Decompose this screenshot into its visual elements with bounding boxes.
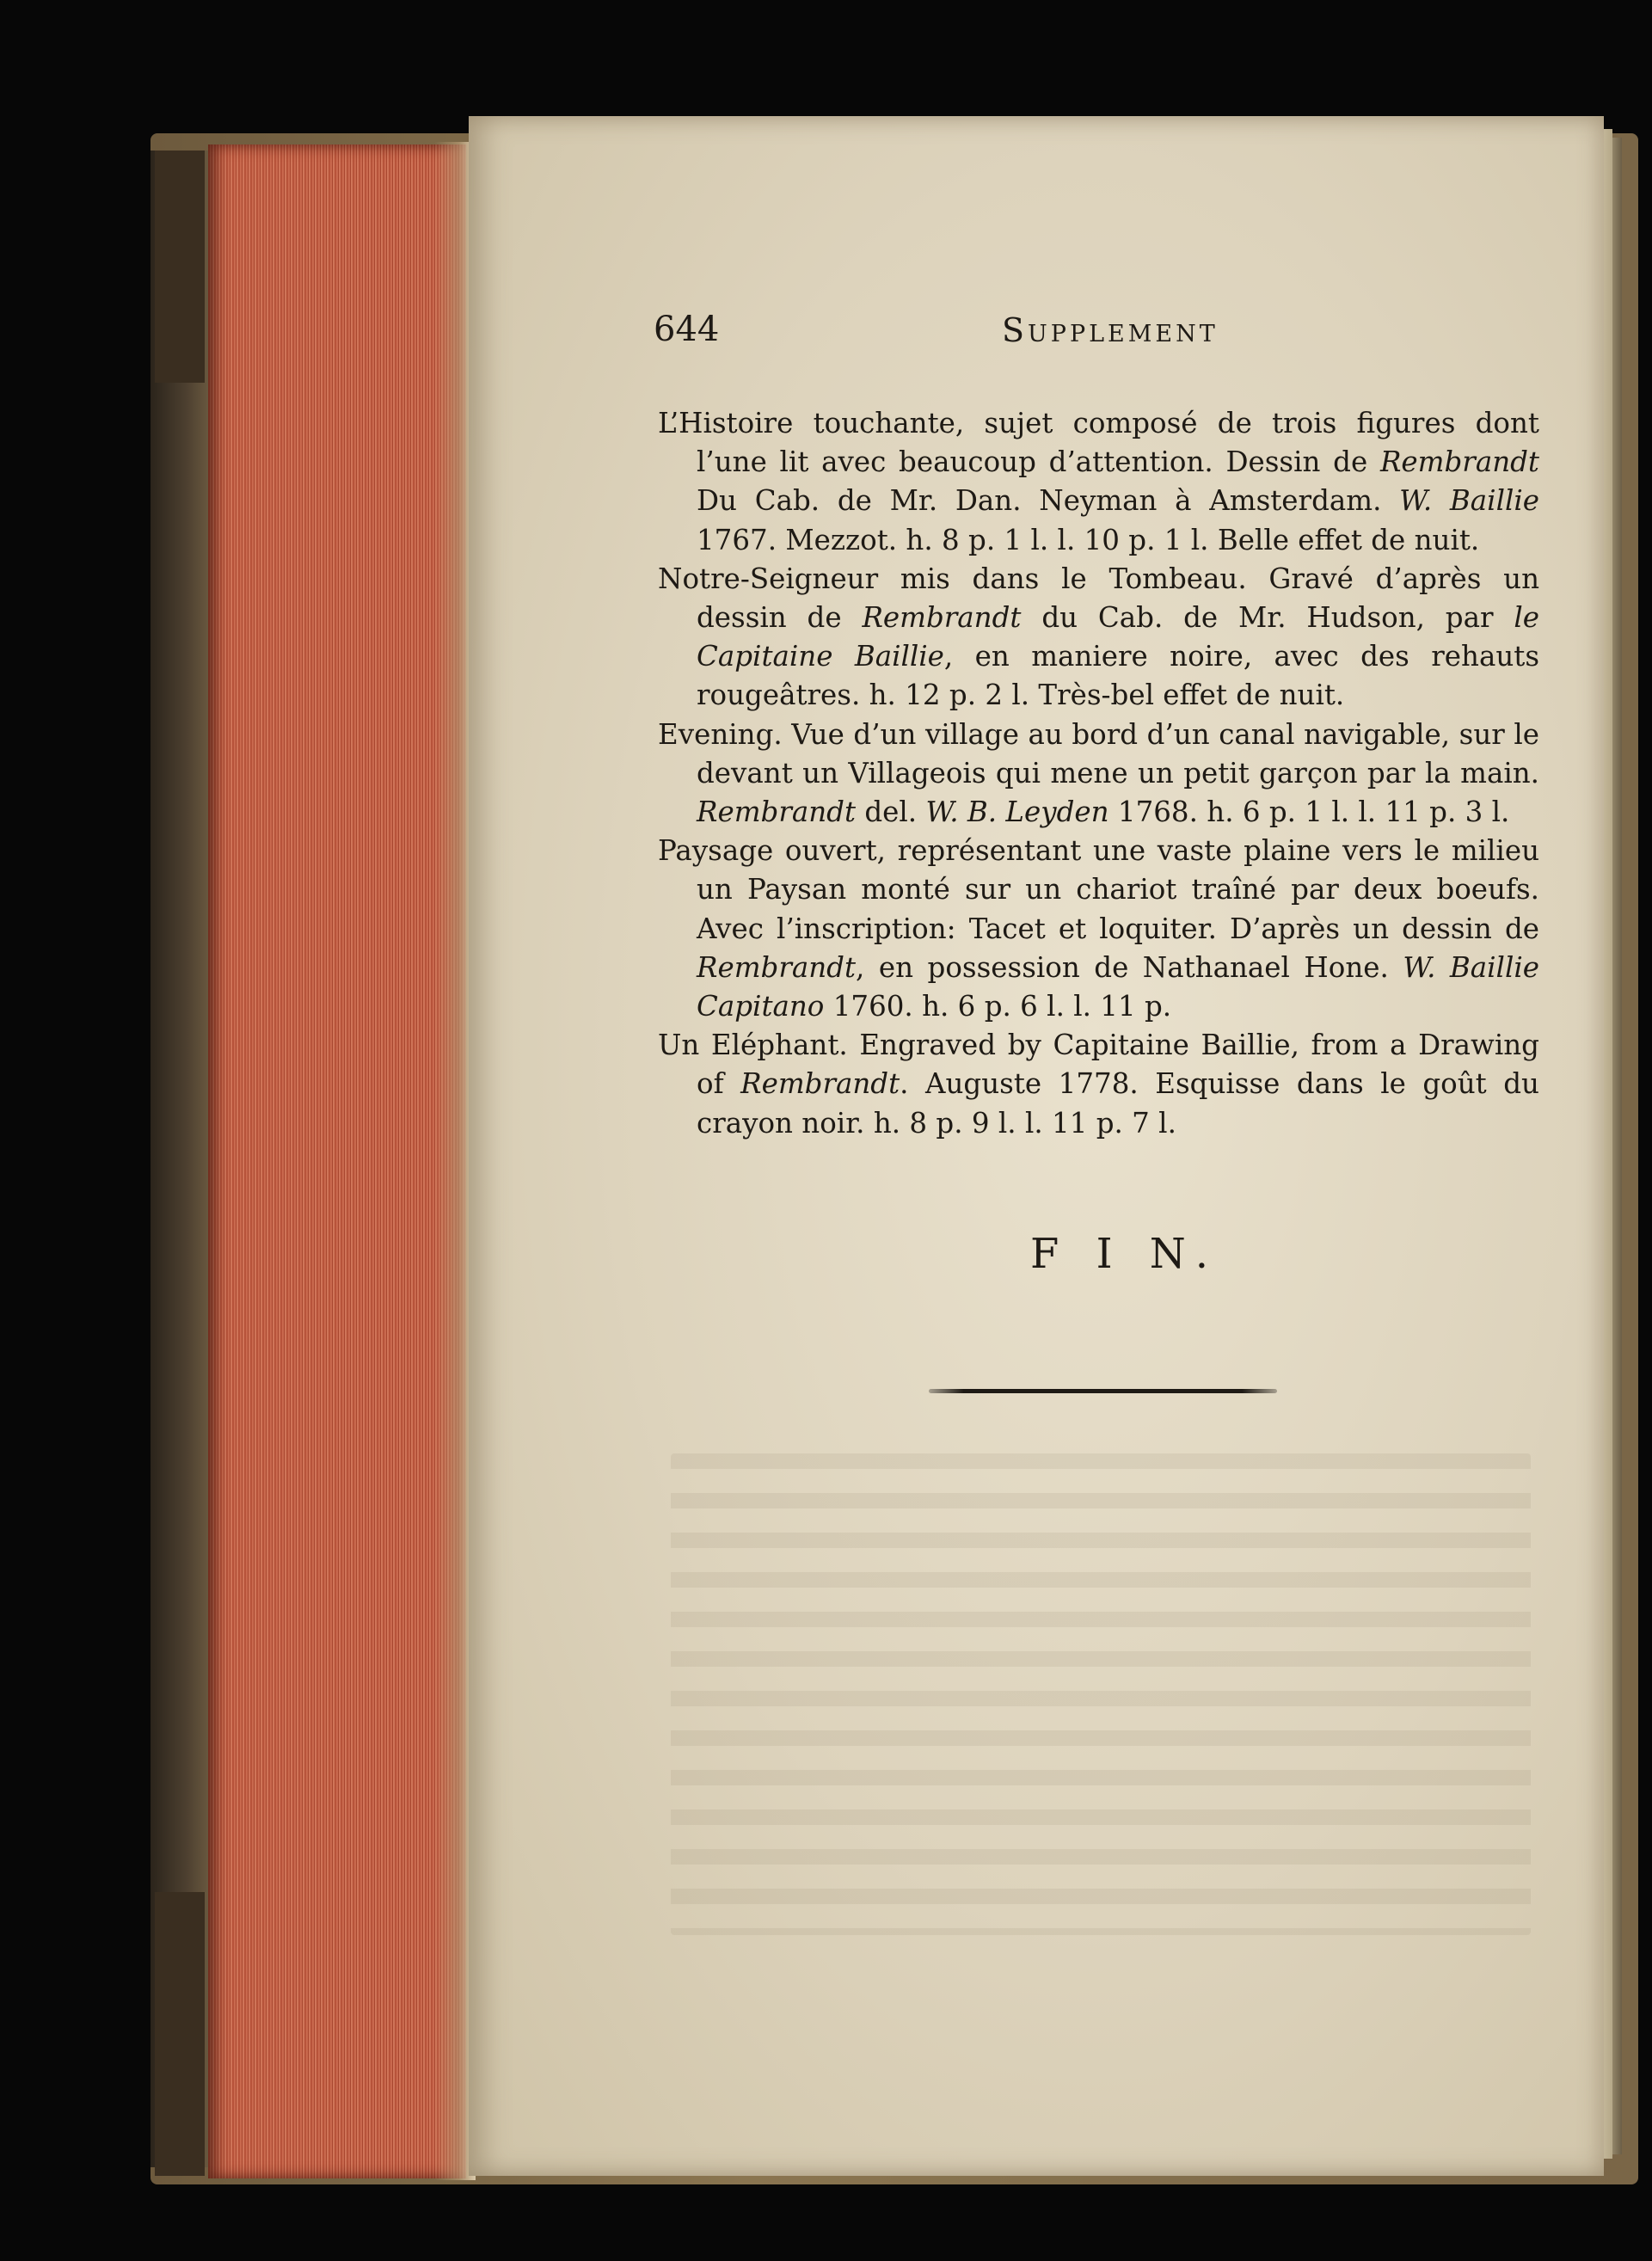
spine-label-top: [155, 151, 205, 383]
book-spine: [150, 151, 211, 2167]
entry-italic-text: Rembrandt: [697, 796, 857, 829]
entry-italic-text: Rembrandt: [740, 1067, 900, 1101]
catalogue-entry: [658, 404, 1539, 560]
entry-italic-text: W. Baillie: [1399, 484, 1539, 518]
catalogue-entry: [658, 716, 1539, 833]
entry-italic-text: Rembrandt: [862, 601, 1022, 635]
page-number: 644: [654, 310, 720, 349]
entry-text: Notre-Seigneur mis dans le Tombeau. Gravé d’après un dessin de: [658, 562, 1539, 635]
entry-text: 1767. Mezzot. h. 8 p. 1 l. l. 10 p. 1 l. Belle effet de nuit.: [697, 523, 1480, 556]
entry-text: , en maniere noire, avec des rehauts rougeâtres. h. 12 p. 2 l. Très-bel effet de nuit.: [697, 640, 1539, 712]
catalogue-entry: [658, 832, 1539, 1026]
entry-text: L’Histoire touchante, sujet composé de trois figures dont l’une lit avec beaucoup d’attention. Dessin de: [658, 407, 1539, 479]
entry-text: Evening. Vue d’un village au bord d’un canal navigable, sur le devant un Villageois qui mene un petit garçon par la main.: [658, 717, 1539, 790]
closing-fin: F I N.: [1030, 1230, 1220, 1278]
entry-text: , en possession de Nathanael Hone.: [856, 950, 1403, 984]
entry-text: du Cab. de Mr. Hudson, par: [1021, 601, 1514, 635]
entry-text: Un Eléphant. Engraved by Capitaine Baillie, from a Drawing of: [658, 1029, 1539, 1101]
entry-text: Du Cab. de Mr. Dan. Neyman à Amsterdam.: [697, 484, 1400, 518]
red-page-edges: [208, 144, 466, 2178]
closing-rule: [929, 1389, 1277, 1393]
entry-italic-text: Rembrandt: [697, 950, 857, 984]
catalogue-entry: [658, 1026, 1539, 1143]
entry-italic-text: le Capitaine Baillie: [697, 601, 1540, 673]
catalogue-entries: [658, 404, 1539, 1143]
spine-label-bottom: [155, 1892, 205, 2176]
entry-italic-text: W. B. Leyden: [925, 796, 1109, 829]
entry-italic-text: W. Baillie Capitano: [697, 950, 1539, 1023]
entry-italic-text: Rembrandt: [1379, 445, 1539, 479]
entry-text: Paysage ouvert, représentant une vaste plaine vers le milieu un Paysan monté sur un chariot traîné par deux boeufs. Avec l’inscription: Tacet et loquiter. D’après un dessin de: [658, 834, 1539, 945]
entry-text: del.: [856, 796, 926, 829]
entry-text: . Auguste 1778. Esquisse dans le goût du crayon noir. h. 8 p. 9 l. l. 11 p. 7 l.: [697, 1067, 1539, 1140]
running-title: Supplement: [1002, 311, 1219, 349]
catalogue-entry: [658, 560, 1539, 716]
entry-text: 1768. h. 6 p. 1 l. l. 11 p. 3 l.: [1108, 796, 1510, 829]
entry-text: 1760. h. 6 p. 6 l. l. 11 p.: [824, 990, 1172, 1023]
